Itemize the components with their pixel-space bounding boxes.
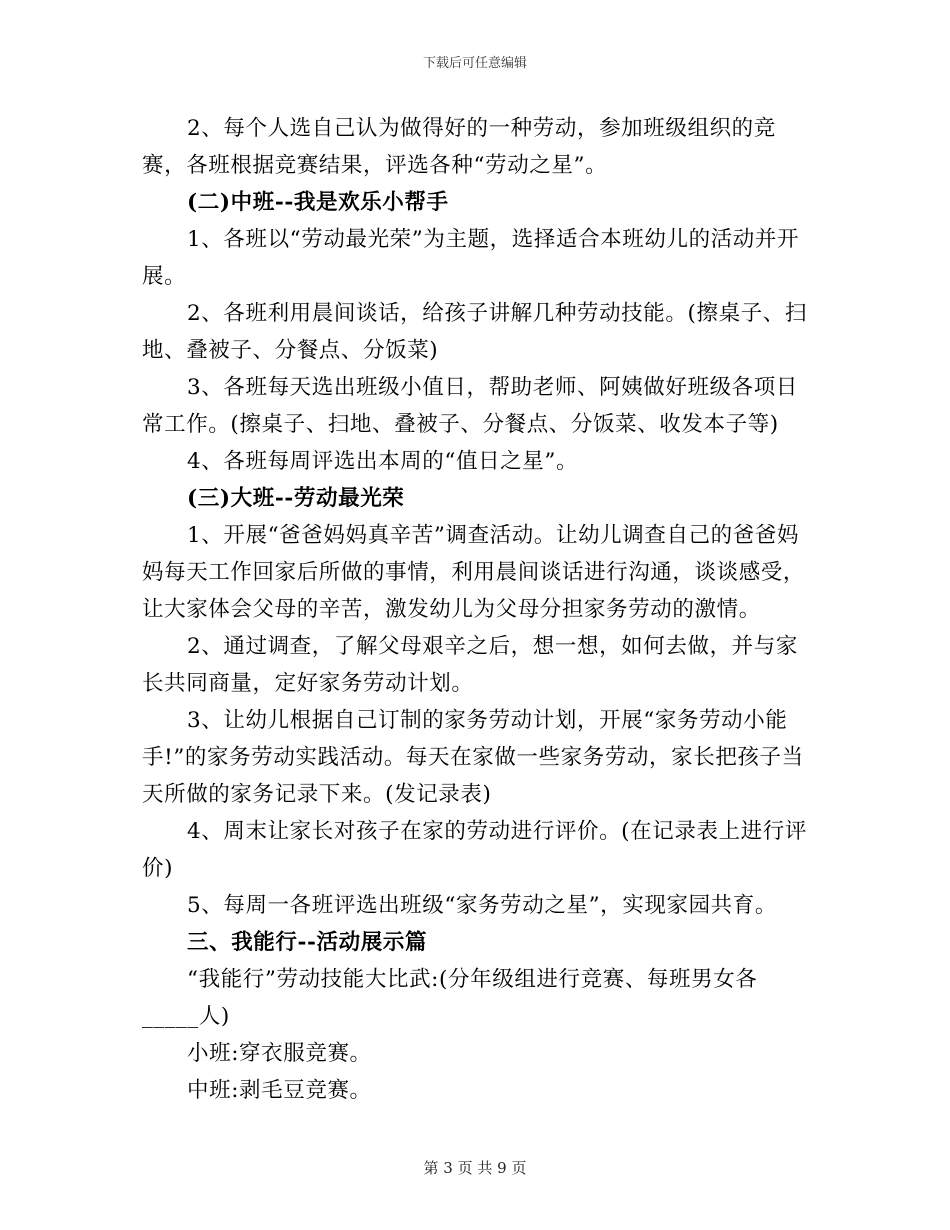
paragraph: “我能行”劳动技能大比武:(分年级组进行竞赛、每班男女各_____人) [142,967,758,1029]
page-header: 下载后可任意编辑 [422,56,527,71]
paragraph: 1、开展“爸爸妈妈真辛苦”调查活动。让幼儿调查自己的爸爸妈妈每天工作回家后所做的事情，利用晨间谈话进行沟通，谈谈感受，让大家体会父母的辛苦，激发幼儿为父母分担家务劳动的激情。 [142,523,806,622]
paragraph: 2、通过调查，了解父母艰辛之后，想一想，如何去做，并与家长共同商量，定好家务劳动计划。 [142,634,798,696]
paragraph: 4、周末让家长对孩子在家的劳动进行评价。(在记录表上进行评价) [142,819,807,881]
paragraph: 小班:穿衣服竞赛。 [187,1041,372,1066]
section-heading: (三)大班--劳动最光荣 [187,486,405,511]
paragraph: 3、让幼儿根据自己订制的家务劳动计划，开展“家务劳动小能手!”的家务劳动实践活动。每天在家做一些家务劳动，家长把孩子当天所做的家务记录下来。(发记录表) [142,708,804,807]
paragraph: 4、各班每周评选出本周的“值日之星”。 [187,449,579,474]
paragraph: 1、各班以“劳动最光荣”为主题，选择适合本班幼儿的活动并开展。 [142,227,800,289]
document-body [142,110,808,1109]
paragraph: 3、各班每天选出班级小值日，帮助老师、阿姨做好班级各项日常工作。(擦桌子、扫地、叠被子、分餐点、分饭菜、收发本子等) [142,375,798,437]
paragraph: 2、每个人选自己认为做得好的一种劳动，参加班级组织的竞赛，各班根据竞赛结果，评选各种“劳动之星”。 [142,116,776,178]
paragraph: 2、各班利用晨间谈话，给孩子讲解几种劳动技能。(擦桌子、扫地、叠被子、分餐点、分饭菜) [142,301,807,363]
paragraph: 5、每周一各班评选出班级“家务劳动之星”，实现家园共育。 [187,893,777,918]
page-number: 第 3 页 共 9 页 [423,1159,527,1177]
paragraph: 中班:剥毛豆竞赛。 [187,1078,372,1103]
section-heading: (二)中班--我是欢乐小帮手 [187,190,449,215]
section-heading: 三、我能行--活动展示篇 [187,930,428,955]
